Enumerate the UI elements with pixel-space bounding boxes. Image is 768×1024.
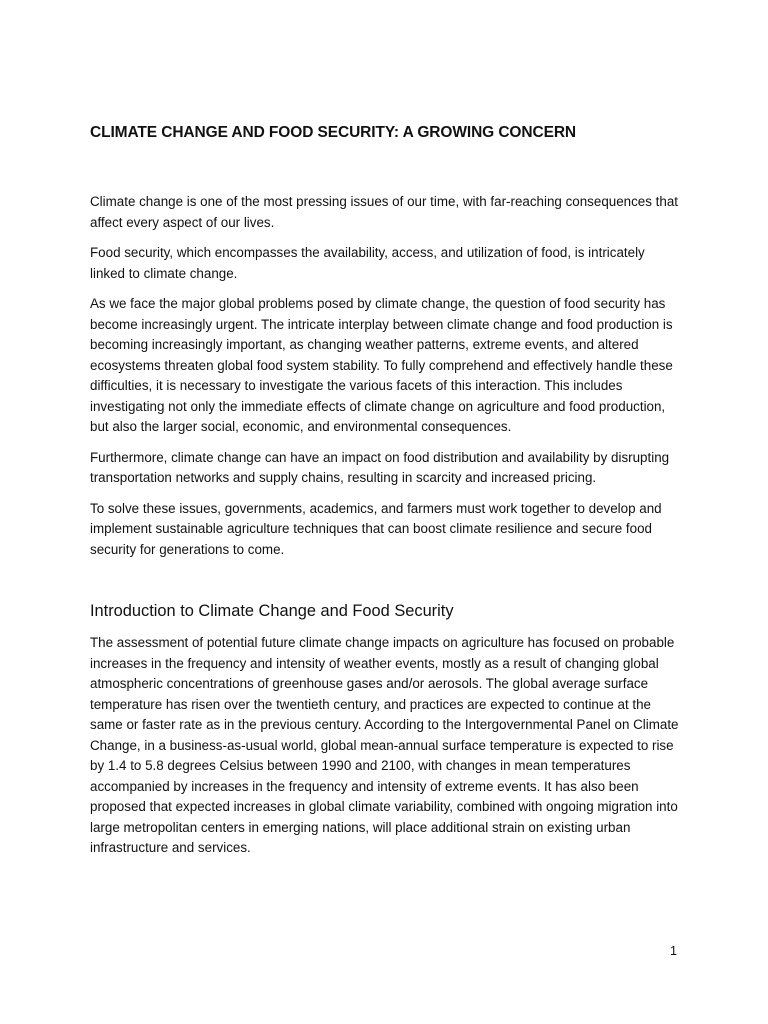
paragraph-4: Furthermore, climate change can have an impact on food distribution and availability by disrupting transportation networks and supply chains, resulting in scarcity and increased pricing.	[90, 449, 670, 485]
paragraph-2: Food security, which encompasses the availability, access, and utilization of food, is intricately linked to climate change.	[90, 245, 645, 281]
page-number: 1	[670, 944, 677, 958]
paragraph-5: To solve these issues, governments, academics, and farmers must work together to develop and implement sustainable agriculture techniques that can boost climate resilience and secure food security for generations to come.	[90, 500, 662, 557]
paragraph-3: As we face the major global problems posed by climate change, the question of food security has become increasingly urgent. The intricate interplay between climate change and food production is becoming increasingly important, as changing weather patterns, extreme events, and altered ecosystems threaten global food system stability. To fully comprehend and effectively handle these difficulties, it is necessary to investigate the various facets of this interaction. This includes investigating not only the immediate effects of climate change on agriculture and food production, but also the larger social, economic, and environmental consequences.	[90, 296, 673, 434]
document-title: CLIMATE CHANGE AND FOOD SECURITY: A GROWING CONCERN	[90, 124, 577, 141]
paragraph-1: Climate change is one of the most pressing issues of our time, with far-reaching consequences that affect every aspect of our lives.	[90, 194, 679, 230]
page-content	[90, 122, 682, 869]
section-heading: Introduction to Climate Change and Food Security	[90, 602, 454, 620]
section-paragraph: The assessment of potential future climate change impacts on agriculture has focused on probable increases in the frequency and intensity of weather events, mostly as a result of changing global atmospheric concentrations of greenhouse gases and/or aerosols. The global average surface temperature has risen over the twentieth century, and practices are expected to continue at the same or faster rate as in the previous century. According to the Intergovernmental Panel on Climate Change, in a business-as-usual world, global mean-annual surface temperature is expected to rise by 1.4 to 5.8 degrees Celsius between 1990 and 2100, with changes in mean temperatures accompanied by increases in the frequency and intensity of extreme events. It has also been proposed that expected increases in global climate variability, combined with ongoing migration into large metropolitan centers in emerging nations, will place additional strain on existing urban infrastructure and services.	[90, 635, 679, 855]
